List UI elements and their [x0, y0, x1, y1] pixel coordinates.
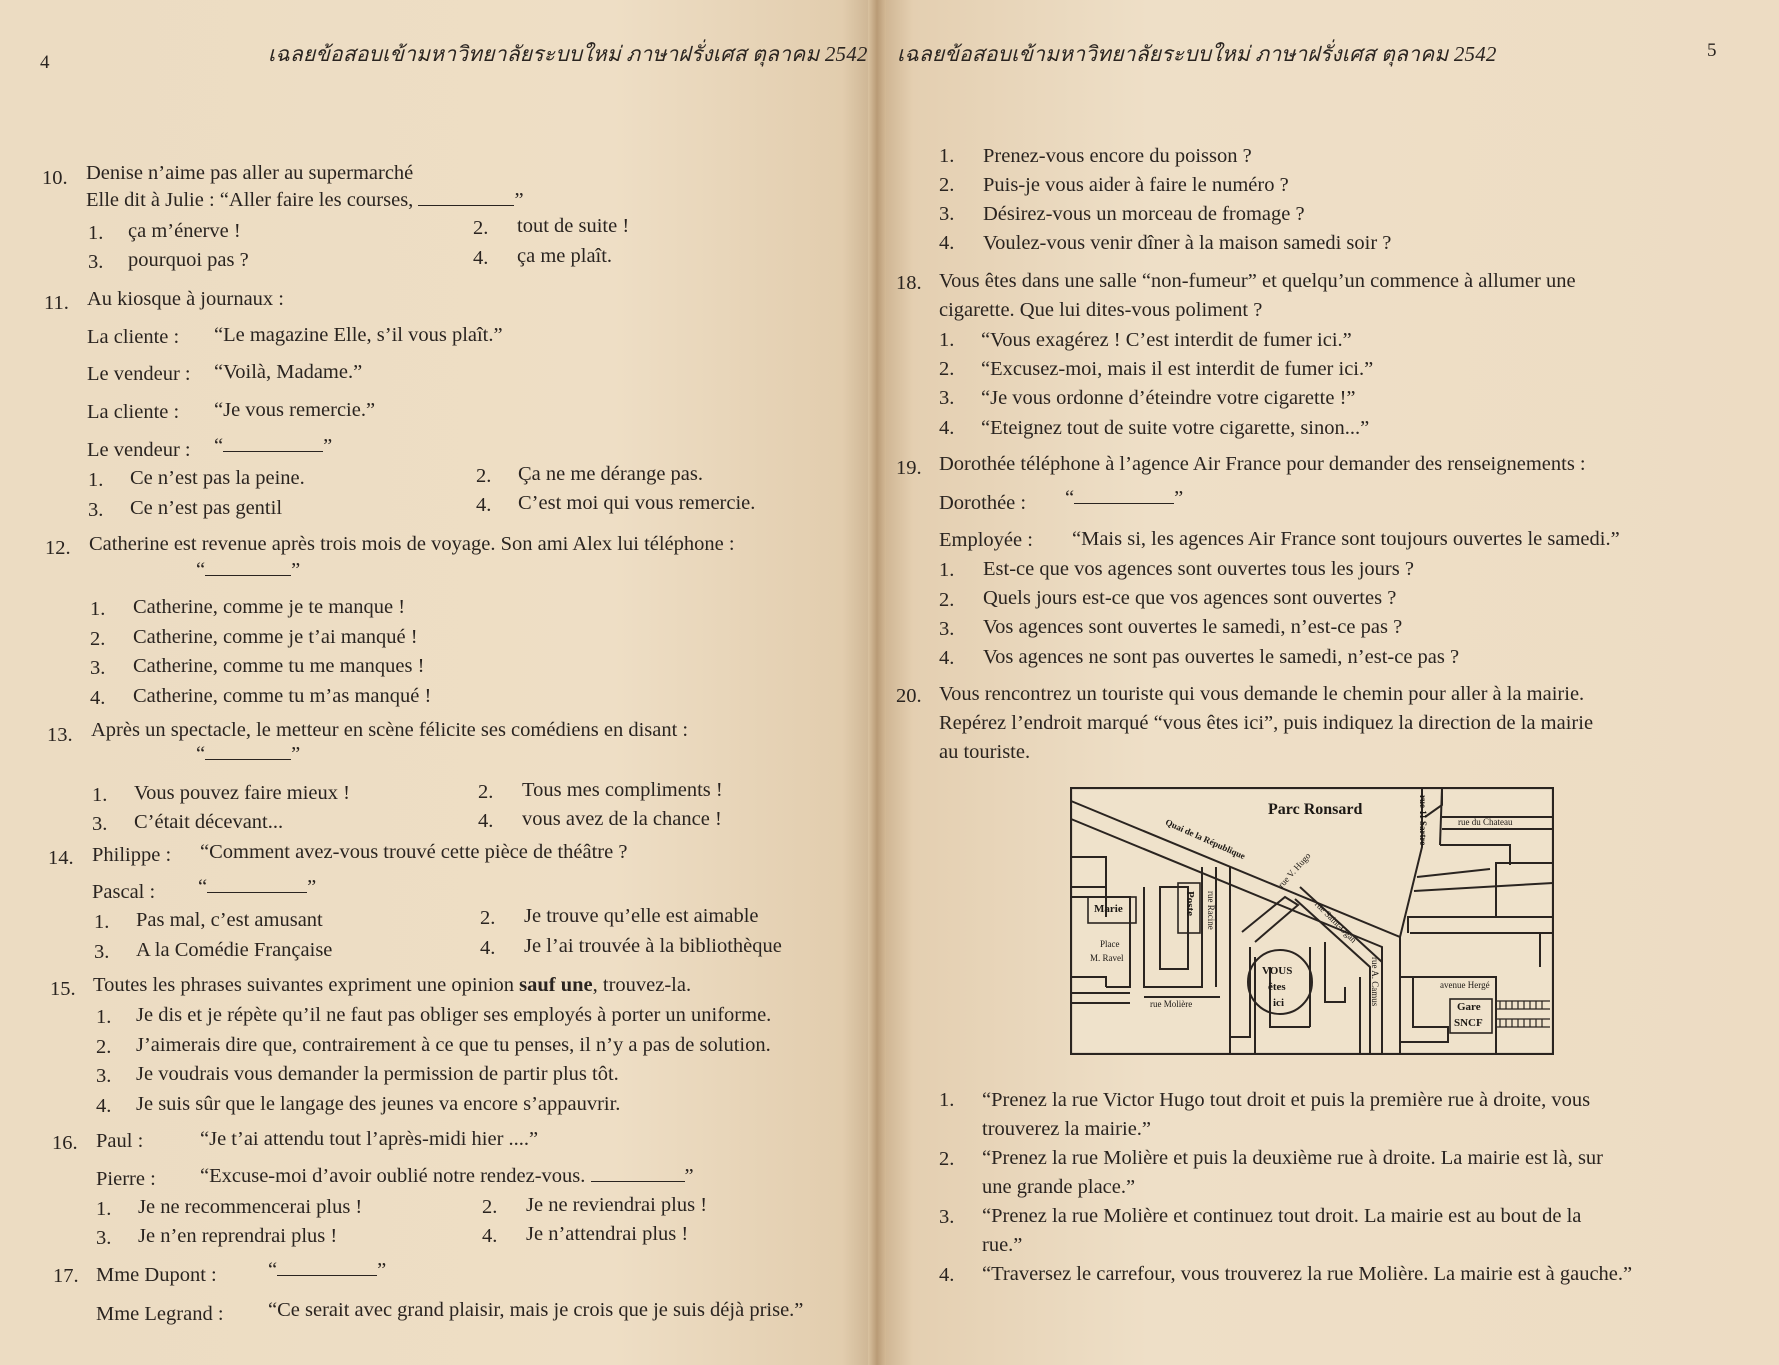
option-text: Tous mes compliments !: [522, 779, 723, 801]
dialogue-speaker: Mme Legrand :: [96, 1303, 224, 1325]
question-number: 18.: [896, 272, 922, 294]
option-number: 3.: [939, 1206, 955, 1228]
option-number: 3.: [90, 657, 106, 679]
option-text: Je l’ai trouvée à la bibliothèque: [524, 935, 782, 957]
dialogue-speaker: Employée :: [939, 529, 1033, 551]
option-number: 2.: [90, 628, 106, 650]
question-text: Dorothée téléphone à l’agence Air France pour demander des renseignements :: [939, 453, 1586, 475]
dialogue-speaker: Philippe :: [92, 844, 172, 866]
option-text: Puis-je vous aider à faire le numéro ?: [983, 174, 1289, 196]
dialogue-speaker: La cliente :: [87, 326, 180, 348]
dialogue-line: “Excuse-moi d’avoir oublié notre rendez-vous. ”: [200, 1165, 694, 1187]
option-text: Catherine, comme tu me manques !: [133, 655, 425, 677]
option-number: 2.: [478, 781, 494, 803]
option-text: Je ne reviendrai plus !: [526, 1194, 708, 1216]
dialogue-line: “Ce serait avec grand plaisir, mais je crois que je suis déjà prise.”: [268, 1299, 804, 1321]
option-text: pourquoi pas ?: [128, 249, 249, 271]
map-label-rue-camus: rue A. Camus: [1370, 957, 1380, 1007]
question-text: Toutes les phrases suivantes expriment une opinion sauf une, trouvez-la.: [93, 974, 692, 996]
option-number: 3.: [88, 251, 104, 273]
option-text: Je suis sûr que le langage des jeunes va encore s’appauvrir.: [136, 1093, 621, 1115]
option-number: 1.: [88, 469, 104, 491]
option-text: Je trouve qu’elle est aimable: [524, 905, 759, 927]
option-text: Quels jours est-ce que vos agences sont ouvertes ?: [983, 587, 1397, 609]
option-number: 4.: [476, 494, 492, 516]
question-text: cigarette. Que lui dites-vous poliment ?: [939, 299, 1263, 321]
question-number: 14.: [48, 847, 74, 869]
left-page: [0, 0, 877, 1365]
option-text: Vous pouvez faire mieux !: [134, 782, 350, 804]
option-text: “Prenez la rue Molière et continuez tout droit. La mairie est au bout de la: [982, 1205, 1582, 1227]
option-number: 3.: [94, 941, 110, 963]
option-text: Je ne recommencerai plus !: [138, 1196, 363, 1218]
option-text: “Excusez-moi, mais il est interdit de fumer ici.”: [981, 358, 1374, 380]
dialogue-speaker: Mme Dupont :: [96, 1264, 217, 1286]
option-number: 1.: [88, 222, 104, 244]
dialogue-speaker: Paul :: [96, 1130, 144, 1152]
dialogue-line: “Je vous remercie.”: [214, 399, 376, 421]
page-number: 4: [40, 52, 50, 73]
option-text: Je n’en reprendrai plus !: [138, 1225, 338, 1247]
map-label-quai: Quai de la République: [1163, 817, 1247, 862]
option-text: Catherine, comme je te manque !: [133, 596, 406, 618]
option-text: Désirez-vous un morceau de fromage ?: [983, 203, 1305, 225]
option-number: 1.: [939, 329, 955, 351]
option-number: 1.: [90, 598, 106, 620]
dialogue-line: “Mais si, les agences Air France sont toujours ouvertes le samedi.”: [1072, 528, 1620, 550]
option-number: 4.: [939, 1264, 955, 1286]
map-label-gare-2: SNCF: [1454, 1017, 1483, 1029]
question-text: Vous êtes dans une salle “non-fumeur” et quelqu’un commence à allumer une: [939, 270, 1576, 292]
option-text: C’est moi qui vous remercie.: [518, 492, 756, 514]
option-number: 2.: [482, 1196, 498, 1218]
map-label-place-2: M. Ravel: [1090, 953, 1124, 963]
dialogue-speaker: Le vendeur :: [87, 439, 191, 461]
option-number: 1.: [939, 1089, 955, 1111]
page-number: 5: [1707, 40, 1717, 61]
option-number: 3.: [96, 1065, 112, 1087]
answer-blank: “ ”: [268, 1259, 387, 1281]
option-text: Ce n’est pas gentil: [130, 497, 283, 519]
option-text: Est-ce que vos agences sont ouvertes tous les jours ?: [983, 558, 1414, 580]
page-header: เฉลยข้อสอบเข้ามหาวิทยาลัยระบบใหม่ ภาษาฝรั่งเศส ตุลาคม 2542: [268, 42, 868, 66]
question-text: au touriste.: [939, 741, 1031, 763]
answer-blank: “ ”: [1065, 487, 1184, 509]
option-text: “Traversez le carrefour, vous trouverez la rue Molière. La mairie est à gauche.”: [982, 1263, 1633, 1285]
option-text: Je n’attendrai plus !: [526, 1223, 689, 1245]
question-text: Vous rencontrez un touriste qui vous demande le chemin pour aller à la mairie.: [939, 683, 1585, 705]
map-label-rue-hugo: rue V. Hugo: [1276, 850, 1313, 890]
option-number: 4.: [939, 417, 955, 439]
option-text: Voulez-vous venir dîner à la maison samedi soir ?: [983, 232, 1392, 254]
map-label-mairie: Marie: [1094, 903, 1123, 915]
option-number: 4.: [90, 687, 106, 709]
option-number: 2.: [939, 589, 955, 611]
question-number: 20.: [896, 685, 922, 707]
page-header: เฉลยข้อสอบเข้ามหาวิทยาลัยระบบใหม่ ภาษาฝรั่งเศส ตุลาคม 2542: [897, 42, 1497, 66]
option-number: 4.: [939, 647, 955, 669]
map-label-rue-saint-ogan: rue Saint-Ogan: [1312, 899, 1359, 945]
option-number: 4.: [473, 247, 489, 269]
book-spine: [868, 0, 886, 1365]
option-number: 2.: [480, 907, 496, 929]
option-number: 4.: [939, 232, 955, 254]
option-number: 3.: [939, 203, 955, 225]
question-text: Denise n’aime pas aller au supermarché: [86, 162, 414, 184]
dialogue-speaker: Le vendeur :: [87, 363, 191, 385]
option-number: 1.: [939, 559, 955, 581]
question-number: 10.: [42, 167, 68, 189]
question-text: Catherine est revenue après trois mois de voyage. Son ami Alex lui téléphone :: [89, 533, 735, 555]
map-drawing: [1070, 787, 1554, 1055]
question-number: 11.: [44, 292, 69, 314]
option-number: 2.: [939, 1148, 955, 1170]
option-text: vous avez de la chance !: [522, 808, 722, 830]
option-number: 4.: [96, 1095, 112, 1117]
option-text: ça m’énerve !: [128, 220, 241, 242]
option-text: Je dis et je répète qu’il ne faut pas obliger ses employés à porter un uniforme.: [136, 1004, 772, 1026]
dialogue-speaker: Pascal :: [92, 881, 156, 903]
answer-blank: “ ”: [196, 559, 301, 581]
option-text: J’aimerais dire que, contrairement à ce que tu penses, il n’y a pas de solution.: [136, 1034, 771, 1056]
option-text: “Eteignez tout de suite votre cigarette, sinon...”: [981, 417, 1370, 439]
dialogue-line: “Je t’ai attendu tout l’après-midi hier ....”: [200, 1128, 539, 1150]
map-label-gare-1: Gare: [1457, 1001, 1481, 1013]
map-label-rue-racine: rue Racine: [1206, 891, 1216, 930]
option-text: Vos agences sont ouvertes le samedi, n’est-ce pas ?: [983, 616, 1403, 638]
option-number: 2.: [939, 358, 955, 380]
dialogue-line: “Voilà, Madame.”: [214, 361, 363, 383]
dialogue-line: “Comment avez-vous trouvé cette pièce de théâtre ?: [200, 841, 628, 863]
option-number: 4.: [478, 810, 494, 832]
question-number: 15.: [50, 978, 76, 1000]
answer-blank: “ ”: [214, 435, 333, 457]
right-page: [877, 0, 1779, 1365]
question-text: Repérez l’endroit marqué “vous êtes ici”, puis indiquez la direction de la mairie: [939, 712, 1594, 734]
option-number: 4.: [480, 937, 496, 959]
question-number: 16.: [52, 1132, 78, 1154]
option-text: tout de suite !: [517, 215, 630, 237]
option-text: Ça ne me dérange pas.: [518, 463, 703, 485]
dialogue-speaker: Dorothée :: [939, 492, 1027, 514]
question-number: 12.: [45, 537, 71, 559]
map-label-vous: VOUS: [1262, 965, 1293, 977]
option-text: “Je vous ordonne d’éteindre votre cigarette !”: [981, 387, 1356, 409]
option-text: trouverez la mairie.”: [982, 1118, 1152, 1140]
option-text: Pas mal, c’est amusant: [136, 909, 323, 931]
option-number: 1.: [96, 1006, 112, 1028]
dialogue-line: “Le magazine Elle, s’il vous plaît.”: [214, 324, 503, 346]
option-number: 3.: [939, 618, 955, 640]
question-text: Après un spectacle, le metteur en scène félicite ses comédiens en disant :: [91, 719, 689, 741]
street-map: [1070, 787, 1554, 1055]
dialogue-speaker: La cliente :: [87, 401, 180, 423]
option-number: 3.: [96, 1227, 112, 1249]
map-label-poste: Poste: [1184, 891, 1196, 917]
option-text: une grande place.”: [982, 1176, 1136, 1198]
question-text: Elle dit à Julie : “Aller faire les courses, ”: [86, 189, 524, 211]
option-text: ça me plaît.: [517, 245, 613, 267]
question-number: 13.: [47, 724, 73, 746]
option-number: 3.: [88, 499, 104, 521]
answer-blank: “ ”: [198, 876, 317, 898]
map-label-rue-chateau: rue du Chateau: [1458, 817, 1513, 827]
option-number: 2.: [96, 1036, 112, 1058]
option-text: Ce n’est pas la peine.: [130, 467, 305, 489]
map-label-ici: ici: [1273, 997, 1284, 1009]
dialogue-speaker: Pierre :: [96, 1168, 156, 1190]
map-label-rue-11: rue 11 Sartre: [1418, 795, 1428, 846]
option-number: 1.: [94, 911, 110, 933]
option-text: A la Comédie Française: [136, 939, 333, 961]
option-text: Catherine, comme je t’ai manqué !: [133, 626, 418, 648]
option-text: Catherine, comme tu m’as manqué !: [133, 685, 432, 707]
option-number: 3.: [939, 387, 955, 409]
map-label-place-1: Place: [1100, 939, 1120, 949]
question-text: Au kiosque à journaux :: [87, 288, 284, 310]
option-number: 2.: [473, 217, 489, 239]
option-number: 1.: [92, 784, 108, 806]
option-text: “Prenez la rue Victor Hugo tout droit et puis la première rue à droite, vous: [982, 1089, 1591, 1111]
option-text: Vos agences ne sont pas ouvertes le samedi, n’est-ce pas ?: [983, 646, 1460, 668]
option-text: “Vous exagérez ! C’est interdit de fumer ici.”: [981, 329, 1352, 351]
option-text: rue.”: [982, 1234, 1023, 1256]
map-label-parc: Parc Ronsard: [1268, 801, 1363, 818]
map-label-etes: êtes: [1268, 981, 1286, 993]
option-text: “Prenez la rue Molière et puis la deuxième rue à droite. La mairie est là, sur: [982, 1147, 1604, 1169]
option-number: 1.: [96, 1198, 112, 1220]
option-text: Prenez-vous encore du poisson ?: [983, 145, 1252, 167]
option-number: 3.: [92, 813, 108, 835]
option-text: Je voudrais vous demander la permission de partir plus tôt.: [136, 1063, 619, 1085]
option-number: 2.: [476, 465, 492, 487]
option-number: 1.: [939, 145, 955, 167]
question-number: 17.: [53, 1265, 79, 1287]
option-text: C’était décevant...: [134, 811, 284, 833]
map-label-avenue-herge: avenue Hergé: [1440, 980, 1490, 990]
option-number: 2.: [939, 174, 955, 196]
option-number: 4.: [482, 1225, 498, 1247]
question-number: 19.: [896, 457, 922, 479]
answer-blank: “ ”: [196, 743, 301, 765]
map-label-rue-moliere: rue Molière: [1150, 999, 1193, 1009]
